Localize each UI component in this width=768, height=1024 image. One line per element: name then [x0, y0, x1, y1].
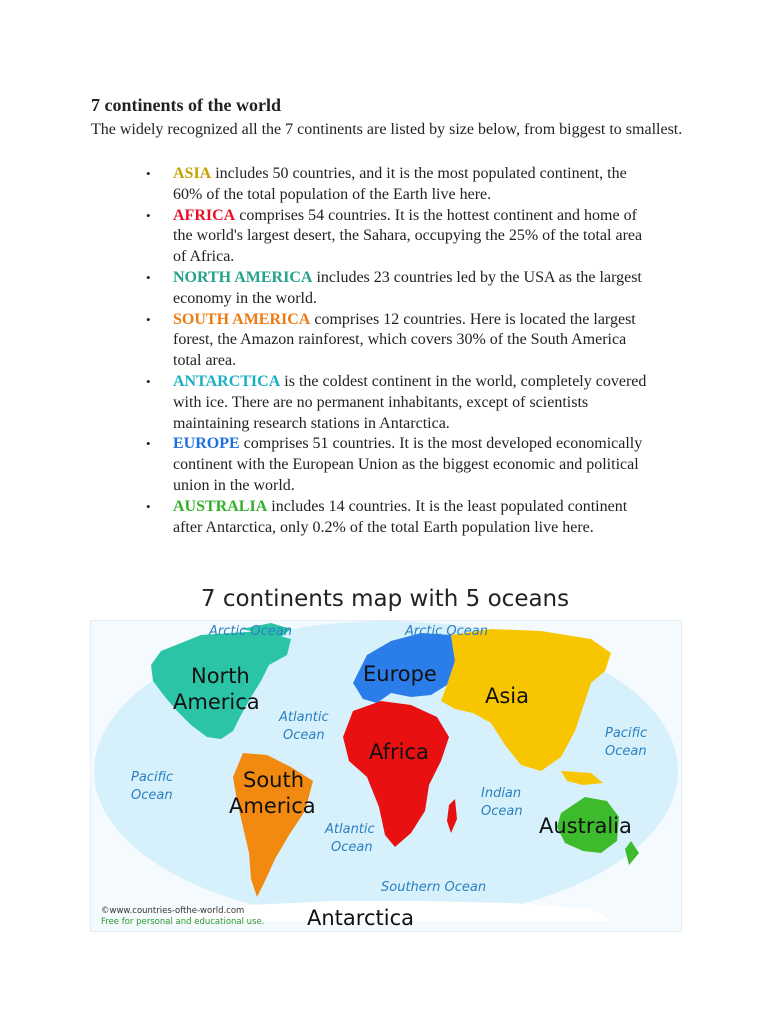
- page-heading: 7 continents of the world: [91, 95, 281, 115]
- continents-map: [90, 586, 680, 930]
- continent-description: includes 14 countries. It is the least populated continent after Antarctica, only 0.2% of the total Earth population live here.: [173, 497, 628, 536]
- label-arctic-ocean-right: Arctic Ocean: [405, 624, 488, 639]
- label-south-america: South: [243, 768, 305, 792]
- list-item-africa: [138, 206, 658, 268]
- label-atlantic-ocean-north: Atlantic: [279, 710, 329, 725]
- continent-name: AFRICA: [173, 206, 236, 224]
- map-frame: [90, 620, 682, 932]
- continent-description: includes 23 countries led by the USA as the largest economy in the world.: [173, 268, 642, 307]
- continent-description: includes 50 countries, and it is the most populated continent, the 60% of the total population of the Earth live here.: [173, 165, 627, 203]
- label-north-america: North: [191, 664, 250, 688]
- continent-name: NORTH AMERICA: [173, 268, 313, 286]
- label-southern-ocean: Southern Ocean: [381, 880, 487, 895]
- continent-description: is the coldest continent in the world, completely covered with ice. There are no permanent inhabitants, except of scientists maintaining research stations in Antarctica.: [173, 372, 647, 432]
- label-africa: Africa: [369, 740, 429, 764]
- continent-description: comprises 54 countries. It is the hottest continent and home of the world's largest desert, the Sahara, occupying the 25% of the total area of Africa.: [173, 206, 643, 266]
- list-item-europe: [138, 434, 658, 496]
- label-pacific-ocean-right-line2: Ocean: [605, 744, 647, 759]
- continent-name: SOUTH AMERICA: [173, 310, 311, 328]
- map-usage-note: Free for personal and educational use.: [101, 917, 265, 927]
- continent-name: ANTARCTICA: [173, 372, 281, 390]
- continent-name: ASIA: [173, 165, 212, 182]
- label-pacific-ocean-left: Pacific: [131, 770, 174, 785]
- label-pacific-ocean-left-line2: Ocean: [131, 788, 173, 803]
- label-australia: Australia: [539, 814, 632, 838]
- label-asia: Asia: [485, 684, 530, 708]
- list-item-australia: [138, 497, 658, 539]
- label-atlantic-ocean-north-line2: Ocean: [283, 728, 325, 743]
- map-title: 7 continents map with 5 oceans: [200, 586, 570, 612]
- map-copyright: ©www.countries-ofthe-world.com: [101, 906, 245, 916]
- label-indian-ocean-line2: Ocean: [481, 804, 523, 819]
- list-item-north-america: [138, 268, 658, 310]
- continent-name: EUROPE: [173, 435, 240, 453]
- label-atlantic-ocean-south: Atlantic: [325, 822, 375, 837]
- label-antarctica: Antarctica: [307, 906, 414, 930]
- list-item-south-america: [138, 310, 658, 372]
- continent-name: AUSTRALIA: [173, 497, 268, 515]
- label-indian-ocean: Indian: [481, 786, 522, 801]
- continent-description: comprises 12 countries. Here is located the largest forest, the Amazon rainforest, which covers 30% of the South America total area.: [173, 310, 636, 370]
- label-atlantic-ocean-south-line2: Ocean: [331, 840, 373, 855]
- label-arctic-ocean-left: Arctic Ocean: [209, 624, 292, 639]
- label-south-america-line2: America: [229, 794, 316, 818]
- list-item-asia: [138, 164, 658, 206]
- list-item-antarctica: [138, 372, 658, 434]
- world-map-image: [91, 621, 681, 931]
- continent-description: comprises 51 countries. It is the most developed economically continent with the European Union as the biggest economic and political union in the world.: [173, 435, 643, 494]
- label-pacific-ocean-right: Pacific: [605, 726, 648, 741]
- intro-paragraph: The widely recognized all the 7 continents are listed by size below, from biggest to smallest.: [91, 121, 683, 138]
- label-north-america-line2: America: [173, 690, 260, 714]
- continent-list: [138, 164, 658, 538]
- label-europe: Europe: [363, 662, 437, 686]
